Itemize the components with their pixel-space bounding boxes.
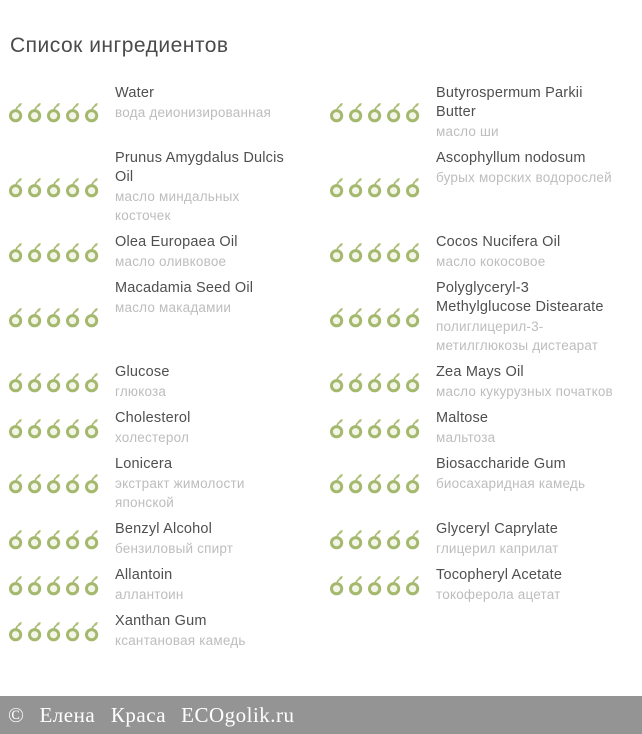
apple-icon (84, 242, 100, 263)
ingredient-item (0, 279, 321, 355)
apple-icon (65, 307, 81, 328)
ingredient-name: Butyrospermum Parkii Butter (436, 85, 583, 120)
ingredient-name: Tocopheryl Acetate (436, 567, 563, 583)
apple-icon (405, 418, 421, 439)
watermark-author: Елена Краса (39, 702, 167, 727)
page-title: Список ингредиентов (10, 34, 229, 57)
ingredient-description: мальтоза (436, 430, 496, 445)
ingredient-item (0, 233, 321, 271)
ingredient-item (321, 409, 642, 447)
ingredient-description: глицерил каприлат (436, 541, 559, 556)
ingredient-description: масло кукурузных початков (436, 384, 613, 399)
apple-icon (27, 473, 43, 494)
ingredient-description: аллантоин (115, 587, 184, 602)
ingredient-name: Glyceryl Caprylate (436, 521, 559, 537)
ingredient-rating (0, 233, 112, 271)
apple-icon (348, 529, 364, 550)
apple-icon (46, 307, 62, 328)
ingredient-item (321, 279, 642, 355)
apple-icon (8, 372, 24, 393)
apple-icon (386, 177, 402, 198)
apple-icon (348, 177, 364, 198)
ingredient-description: полиглицерил-3-метилглюкозы дистеарат (436, 319, 599, 353)
ingredient-name: Olea Europaea Oil (115, 234, 238, 250)
apple-icon (8, 529, 24, 550)
apple-icon (386, 102, 402, 123)
ingredient-name: Prunus Amygdalus Dulcis Oil (115, 150, 285, 185)
apple-icon (84, 372, 100, 393)
apple-icon (65, 372, 81, 393)
apple-icon (46, 102, 62, 123)
apple-icon (405, 529, 421, 550)
apple-icon (386, 418, 402, 439)
ingredient-rating (321, 520, 433, 558)
apple-icon (27, 102, 43, 123)
apple-icon (84, 102, 100, 123)
apple-icon (386, 473, 402, 494)
ingredient-item (0, 409, 321, 447)
apple-icon (8, 242, 24, 263)
ingredient-item (321, 84, 642, 141)
apple-icon (367, 102, 383, 123)
apple-icon (27, 529, 43, 550)
ingredient-rating (321, 566, 433, 604)
ingredient-rating (321, 409, 433, 447)
apple-icon (46, 473, 62, 494)
apple-icon (84, 621, 100, 642)
apple-icon (65, 242, 81, 263)
apple-icon (46, 575, 62, 596)
apple-icon (367, 473, 383, 494)
ingredient-rating (0, 612, 112, 650)
apple-icon (348, 102, 364, 123)
ingredient-item (321, 363, 642, 401)
apple-icon (386, 242, 402, 263)
apple-icon (84, 418, 100, 439)
ingredient-description: масло ши (436, 124, 499, 139)
ingredient-description: вода деионизированная (115, 105, 272, 120)
apple-icon (348, 242, 364, 263)
ingredient-item (321, 149, 642, 225)
apple-icon (405, 575, 421, 596)
apple-icon (84, 177, 100, 198)
ingredient-description: токоферола ацетат (436, 587, 561, 602)
apple-icon (348, 473, 364, 494)
ingredient-name: Xanthan Gum (115, 613, 207, 629)
ingredient-name: Water (115, 85, 155, 101)
apple-icon (8, 418, 24, 439)
ingredient-rating (0, 566, 112, 604)
apple-icon (27, 575, 43, 596)
apple-icon (65, 102, 81, 123)
apple-icon (84, 307, 100, 328)
ingredient-description: бензиловый спирт (115, 541, 234, 556)
apple-icon (8, 575, 24, 596)
apple-icon (367, 575, 383, 596)
apple-icon (65, 575, 81, 596)
ingredient-name: Glucose (115, 364, 170, 380)
ingredient-item (0, 612, 321, 650)
ingredient-rating (321, 279, 433, 355)
apple-icon (27, 418, 43, 439)
ingredient-description: масло оливковое (115, 254, 227, 269)
apple-icon (65, 473, 81, 494)
ingredient-rating (0, 149, 112, 225)
ingredient-rating (321, 455, 433, 512)
apple-icon (46, 418, 62, 439)
apple-icon (8, 473, 24, 494)
ingredient-name: Lonicera (115, 456, 173, 472)
apple-icon (8, 102, 24, 123)
apple-icon (367, 307, 383, 328)
ingredient-description: масло миндальных косточек (115, 189, 240, 223)
ingredient-name: Ascophyllum nodosum (436, 150, 586, 166)
ingredient-item (0, 149, 321, 225)
ingredient-rating (0, 279, 112, 355)
apple-icon (367, 418, 383, 439)
ingredient-item (321, 455, 642, 512)
ingredient-name: Allantoin (115, 567, 173, 583)
ingredient-name: Polyglyceryl-3 Methylglucose Distearate (436, 280, 604, 315)
ingredient-description: бурых морских водорослей (436, 170, 612, 185)
apple-icon (46, 529, 62, 550)
apple-icon (329, 242, 345, 263)
apple-icon (84, 529, 100, 550)
ingredient-description: холестерол (115, 430, 190, 445)
ingredient-rating (321, 84, 433, 141)
apple-icon (8, 307, 24, 328)
ingredient-description: масло кокосовое (436, 254, 546, 269)
apple-icon (329, 418, 345, 439)
ingredient-item (0, 455, 321, 512)
apple-icon (8, 177, 24, 198)
ingredient-item (0, 363, 321, 401)
apple-icon (405, 177, 421, 198)
ingredients-grid (0, 84, 642, 650)
apple-icon (386, 575, 402, 596)
ingredient-rating (321, 233, 433, 271)
watermark-bar (0, 696, 642, 734)
apple-icon (367, 529, 383, 550)
apple-icon (27, 372, 43, 393)
ingredient-rating (321, 363, 433, 401)
ingredient-item (321, 566, 642, 604)
apple-icon (348, 575, 364, 596)
ingredient-item (321, 233, 642, 271)
watermark-site: ECOgolik.ru (181, 702, 295, 727)
ingredient-rating (0, 84, 112, 141)
apple-icon (348, 418, 364, 439)
ingredient-item (0, 520, 321, 558)
apple-icon (27, 621, 43, 642)
apple-icon (329, 529, 345, 550)
ingredient-description: экстракт жимолости японской (115, 476, 245, 510)
ingredient-item (321, 520, 642, 558)
apple-icon (348, 372, 364, 393)
ingredient-name: Zea Mays Oil (436, 364, 524, 380)
apple-icon (329, 372, 345, 393)
apple-icon (329, 473, 345, 494)
apple-icon (329, 307, 345, 328)
ingredient-description: глюкоза (115, 384, 167, 399)
apple-icon (84, 575, 100, 596)
ingredient-rating (321, 149, 433, 225)
apple-icon (405, 372, 421, 393)
apple-icon (46, 177, 62, 198)
ingredient-name: Benzyl Alcohol (115, 521, 213, 537)
ingredient-rating (0, 363, 112, 401)
ingredient-description: ксантановая камедь (115, 633, 246, 648)
copyright-symbol: © (8, 702, 25, 727)
apple-icon (386, 307, 402, 328)
ingredient-name: Biosaccharide Gum (436, 456, 566, 472)
apple-icon (65, 418, 81, 439)
apple-icon (367, 242, 383, 263)
apple-icon (386, 372, 402, 393)
apple-icon (8, 621, 24, 642)
ingredient-name: Cocos Nucifera Oil (436, 234, 561, 250)
apple-icon (367, 177, 383, 198)
ingredient-description: масло макадамии (115, 300, 232, 315)
apple-icon (367, 372, 383, 393)
apple-icon (84, 473, 100, 494)
apple-icon (386, 529, 402, 550)
apple-icon (65, 529, 81, 550)
ingredient-name: Macadamia Seed Oil (115, 280, 254, 296)
apple-icon (46, 372, 62, 393)
apple-icon (329, 575, 345, 596)
apple-icon (65, 621, 81, 642)
ingredient-description: биосахаридная камедь (436, 476, 586, 491)
apple-icon (65, 177, 81, 198)
ingredient-rating (0, 520, 112, 558)
apple-icon (329, 177, 345, 198)
ingredient-rating (0, 409, 112, 447)
apple-icon (329, 102, 345, 123)
ingredient-rating (0, 455, 112, 512)
apple-icon (348, 307, 364, 328)
apple-icon (405, 242, 421, 263)
apple-icon (27, 177, 43, 198)
apple-icon (27, 242, 43, 263)
apple-icon (46, 621, 62, 642)
apple-icon (27, 307, 43, 328)
apple-icon (405, 473, 421, 494)
ingredient-item (0, 84, 321, 141)
ingredient-name: Maltose (436, 410, 489, 426)
ingredient-name: Cholesterol (115, 410, 191, 426)
apple-icon (46, 242, 62, 263)
apple-icon (405, 307, 421, 328)
ingredient-item (0, 566, 321, 604)
apple-icon (405, 102, 421, 123)
